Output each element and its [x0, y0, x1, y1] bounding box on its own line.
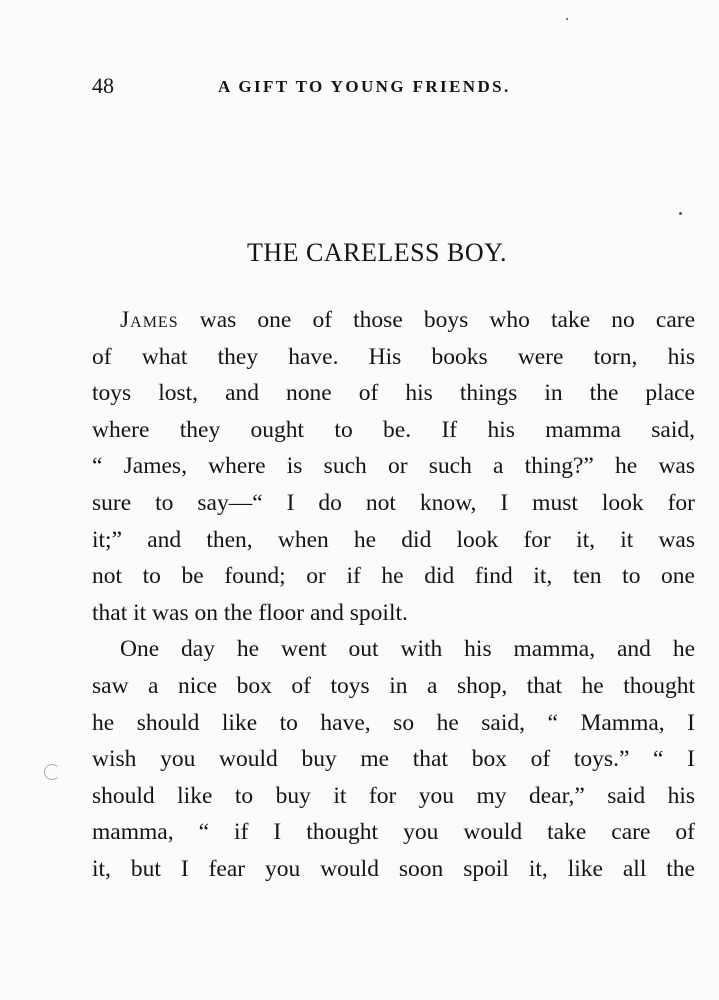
running-head: A GIFT TO YOUNG FRIENDS. [218, 77, 511, 96]
ink-speck [679, 212, 682, 215]
text-line: “ James, where is such or such a thing?” he was [92, 453, 695, 480]
text-line: should like to buy it for you my dear,” said his [92, 782, 695, 809]
text-line: James was one of those boys who take no care [120, 307, 695, 333]
margin-mark [44, 764, 60, 780]
text-line: of what they have. His books were torn, his [92, 343, 695, 370]
lead-word: James [120, 307, 179, 333]
text-line: it, but I fear you would soon spoil it, like all the [92, 855, 695, 882]
text-line: One day he went out with his mamma, and he [120, 636, 695, 663]
text-line: saw a nice box of toys in a shop, that he thought [92, 672, 695, 699]
text-line: he should like to have, so he said, “ Mamma, I [92, 709, 695, 736]
text-line: mamma, “ if I thought you would take care of [92, 819, 695, 846]
text-line: it;” and then, when he did look for it, it was [92, 526, 695, 553]
paragraph-1 [92, 302, 695, 631]
text-line: not to be found; or if he did find it, ten to one [92, 563, 695, 590]
paragraph-2 [92, 631, 695, 887]
page-number: 48 [92, 73, 114, 98]
text-line: wish you would buy me that box of toys.” “ I [92, 746, 695, 773]
chapter-title: THE CARELESS BOY. [246, 238, 508, 267]
body-text [92, 302, 695, 888]
text-line: toys lost, and none of his things in the place [92, 380, 695, 407]
ink-speck [566, 18, 568, 20]
text-line: that it was on the floor and spoilt. [92, 599, 408, 626]
text-line: where they ought to be. If his mamma said, [92, 416, 695, 443]
text-line: sure to say—“ I do not know, I must look for [92, 489, 695, 516]
